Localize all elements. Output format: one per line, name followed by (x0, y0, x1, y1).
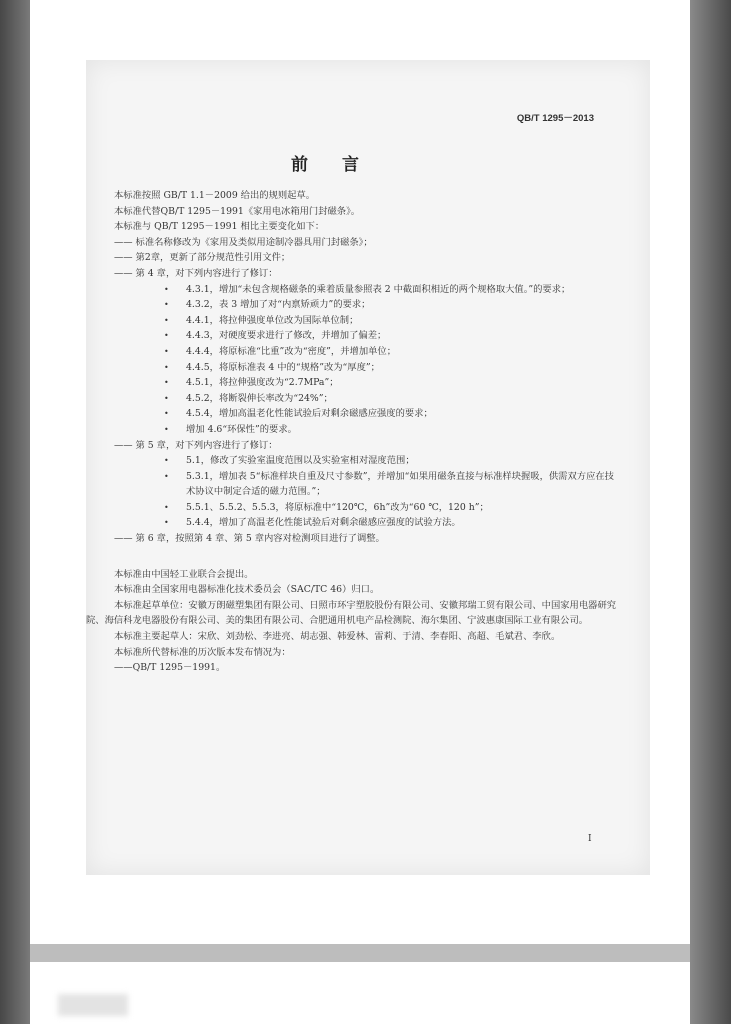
bullet-icon: • (164, 315, 169, 325)
closing-line: 本标准由中国轻工业联合会提出。 (114, 568, 254, 580)
chapter4-item: • 增加 4.6“环保性”的要求。 (86, 422, 618, 438)
change-line: —— 第2章，更新了部分规范性引用文件； (114, 252, 291, 264)
page-title: 前 言 (291, 155, 373, 175)
closing-line: ——QB/T 1295－1991。 (114, 662, 226, 674)
next-page (30, 962, 690, 1024)
bullet-icon: • (164, 471, 169, 481)
chapter5-item: • 5.4.4，增加了高温老化性能试验后对剩余磁感应强度的试验方法。 (86, 515, 618, 531)
chapter5-item: • 5.1，修改了实验室温度范围以及实验室相对湿度范围； (86, 453, 618, 469)
bullet-icon: • (164, 300, 169, 310)
chapter4-item: • 4.4.1，将拉伸强度单位改为国际单位制； (86, 313, 618, 329)
page-separator (30, 944, 690, 962)
chapter4-item: • 4.4.3，对硬度要求进行了修改，并增加了偏差； (86, 328, 618, 344)
closing-line: 本标准由全国家用电器标准化技术委员会（SAC/TC 46）归口。 (114, 584, 380, 596)
bullet-icon: • (164, 331, 169, 341)
bullet-icon: • (164, 284, 169, 294)
bullet-icon: • (164, 502, 169, 512)
intro-line: 本标准按照 GB/T 1.1－2009 给出的规则起草。 (114, 190, 316, 201)
viewer-background-left (0, 0, 30, 1024)
chapter4-item: • 4.4.5，将原标准表 4 中的“规格”改为“厚度”； (86, 360, 618, 376)
chapter4-item: • 4.5.4，增加高温老化性能试验后对剩余磁感应强度的要求； (86, 406, 618, 422)
standard-code: QB/T 1295－2013 (516, 113, 594, 124)
bullet-icon: • (164, 362, 169, 372)
chapter5-heading: —— 第 5 章，对下列内容进行了修订： (114, 439, 278, 451)
chapter5-item: • 5.3.1，增加表 5“标准样块自重及尺寸参数”，并增加“如果用磁条直接与标准样块握吸，供需双方应在技术协议中制定合适的磁力范围。”； (164, 470, 614, 498)
chapter4-item: • 4.4.4，将原标准“比重”改为“密度”，并增加单位； (86, 344, 618, 360)
bullet-icon: • (164, 393, 169, 403)
intro-line: 本标准代替QB/T 1295－1991《家用电冰箱用门封磁条》。 (114, 205, 361, 217)
page-number: I (588, 834, 592, 844)
bullet-icon: • (164, 346, 169, 356)
bullet-icon: • (164, 518, 169, 528)
chapter4-item: • 4.5.2，将断裂伸长率改为“24%”； (86, 391, 618, 407)
change-line: —— 标准名称修改为《家用及类似用途制冷器具用门封磁条》； (114, 236, 373, 248)
viewer-background-right (690, 0, 731, 1024)
scan-smudge (58, 994, 128, 1016)
paragraph-gap (86, 547, 618, 567)
intro-line: 本标准与 QB/T 1295－1991 相比主要变化如下： (114, 221, 325, 233)
bullet-icon: • (164, 424, 169, 434)
drafting-units: 本标准起草单位：安徽万朗磁塑集团有限公司、日照市环宇塑胶股份有限公司、安徽邦瑞工贸有限公司、中国家用电器研究院、海信科龙电器股份有限公司、美的集团有限公司、合肥通用机电产品检测院、海尔集团、宁波惠康国际工业有限公司。 (86, 599, 617, 627)
bullet-icon: • (164, 456, 169, 466)
chapter4-heading: —— 第 4 章，对下列内容进行了修订： (114, 267, 278, 279)
preface-body (86, 188, 618, 676)
drafters: 本标准主要起草人：宋欣、刘劲松、李进亮、胡志强、韩爱林、雷莉、于清、李春阳、高超、毛斌君、李欣。 (114, 631, 561, 643)
closing-line: 本标准所代替标准的历次版本发布情况为： (114, 646, 291, 658)
chapter4-item: • 4.3.1，增加“未包含规格磁条的乘着质量参照表 2 中截面积相近的两个规格取大值。”的要求； (86, 282, 618, 298)
bullet-icon: • (164, 409, 169, 419)
chapter5-item: • 5.5.1、5.5.2、5.5.3，将原标准中“120℃，6h”改为“60 ℃，120 h”； (86, 500, 618, 516)
bullet-icon: • (164, 378, 169, 388)
chapter4-item: • 4.3.2，表 3 增加了对“内禀矫顽力”的要求； (86, 297, 618, 313)
chapter4-item: • 4.5.1，将拉伸强度改为“2.7MPa”； (86, 375, 618, 391)
chapter6-line: —— 第 6 章，按照第 4 章、第 5 章内容对检测项目进行了调整。 (114, 533, 385, 545)
